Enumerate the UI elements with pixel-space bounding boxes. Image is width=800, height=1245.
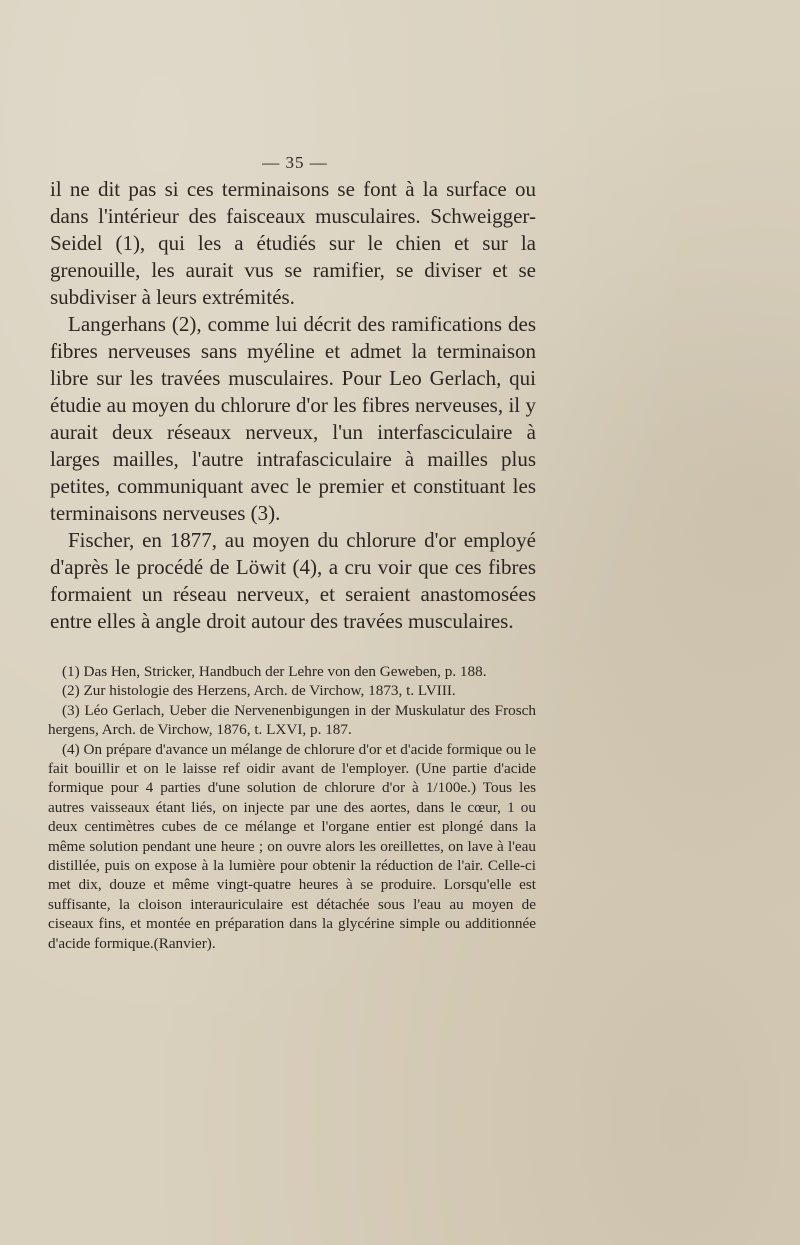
footnote-1: (1) Das Hen, Stricker, Handbuch der Lehre von den Geweben, p. 188.: [62, 663, 487, 680]
footnote-4: (4) On prépare d'avance un mélange de chlorure d'or et d'acide formique ou le fait bouillir et on le laisse ref oidir avant de l'employer. (Une partie d'acide formique pour 4 parties d'une solution de chlorure d'or à 1/100e.) Tous les autres vaisseaux étant liés, on injecte par une des aortes, dans le cœur, 1 ou deux centimètres cubes de ce mélange et l'organe entier est plongé dans la même solution pendant une heure ; on ouvre alors les oreillettes, on lave à l'eau distillée, puis on expose à la lumière pour obtenir la réduction de l'air. Celle-ci met dix, douze et même vingt-quatre heures à se produire. Lorsqu'elle est suffisante, la cloison interauriculaire est détachée sous l'eau au moyen de ciseaux fins, et montée en préparation dans la glycérine simple ou additionnée d'acide formique.(Ranvier).: [48, 740, 536, 952]
paragraph: il ne dit pas si ces terminaisons se font à la surface ou dans l'intérieur des faisceaux musculaires. Schweigger-Seidel (1), qui les a étudiés sur le chien et sur la grenouille, les aurait vus se ramifier, se diviser et se subdiviser à leurs extrémités.: [50, 177, 536, 309]
footnote-2: (2) Zur histologie des Herzens, Arch. de Virchow, 1873, t. LVIII.: [62, 682, 456, 700]
page-number: — 35 —: [262, 153, 328, 172]
paragraph: Langerhans (2), comme lui décrit des ramifications des fibres nerveuses sans myéline et admet la terminaison libre sur les travées musculaires. Pour Leo Gerlach, qui étudie au moyen du chlorure d'or les fibres nerveuses, il y aurait deux réseaux nerveux, l'un interfasciculaire à larges mailles, l'autre intrafasciculaire à mailles plus petites, communiquant avec le premier et constituant les terminaisons nerveuses (3).: [50, 312, 536, 525]
footnotes: [48, 658, 536, 953]
footnote-3: (3) Léo Gerlach, Ueber die Nervenenbigungen in der Muskulatur des Frosch hergens, Arch. de Virchow, 1876, t. LXVI, p. 187.: [48, 701, 536, 739]
main-text: [50, 176, 536, 635]
paragraph: Fischer, en 1877, au moyen du chlorure d'or employé d'après le procédé de Löwit (4), a cru voir que ces fibres formaient un réseau nerveux, et seraient anastomosées entre elles à angle droit autour des travées musculaires.: [50, 528, 536, 633]
